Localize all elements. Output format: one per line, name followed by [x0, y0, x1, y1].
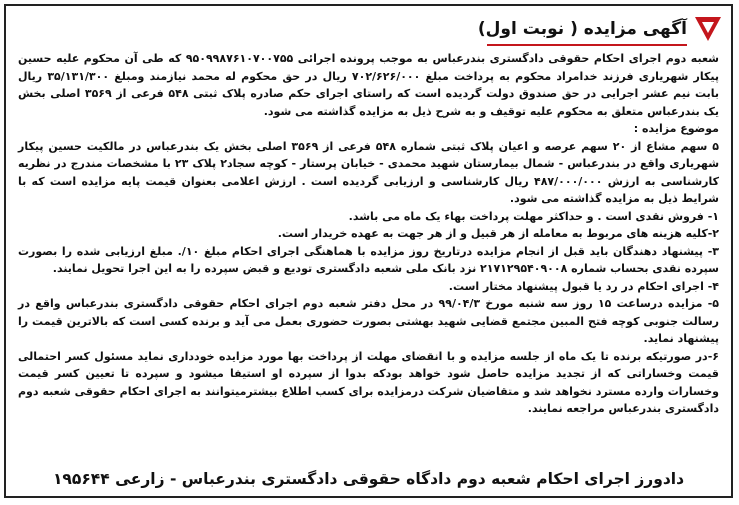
signature-line: دادورز اجرای احکام شعبه دوم دادگاه حقوقی دادگستری بندرعباس - زارعی ۱۹۵۶۴۴ [52, 470, 685, 488]
condition-2: ۲-کلیه هزینه های مربوط به معامله از هر قبیل و از هر جهت به عهده خریدار است. [277, 227, 719, 240]
condition-4: ۴- اجرای احکام در رد یا قبول پیشنهاد مختار است. [448, 279, 719, 293]
condition-6: ۶-در صورتیکه برنده تا یک ماه از جلسه مزایده و با انقضای مهلت از پرداخت بها مورد مزایده خودداری نماید مسئول کسر احتمالی قیمت وخساراتی که از تجدید مزایده حاصل شود خواهد بودکه بدوا از سپرده او استیفا میشود و سپرده تا تعیین کسر قیمت وخسارات وارده مسترد نخواهد شد و متقاضیان شرکت درمزایده برای کسب اطلاع بیشترمیتوانند به اجرای احکام حقوقی شعبه دوم دادگستری بندرعباس مراجعه نمایند. [18, 349, 719, 415]
condition-3: ۳- پیشنهاد دهندگان باید قبل از انجام مزایده درتاریخ روز مزایده با هماهنگی اجرای احکام مبلغ ۱۰/. مبلغ ارزیابی شده را بصورت سپرده نقدی بحساب شماره ۲۱۷۱۲۹۵۴۰۹۰۰۸ نزد بانک ملی شعبه دادگستری تودیع و قبض سپرده را به این اجرا تحویل نمایند. [18, 244, 720, 275]
subject-paragraph: ۵ سهم مشاع از ۲۰ سهم عرصه و اعیان پلاک ثبتی شماره ۵۴۸ فرعی از ۳۵۶۹ اصلی بخش یک بندرعباس در مالکیت حسین پیکار شهریاری واقع در بندرعباس - شمال بیمارستان شهید محمدی - خیابان پرستار - کوچه سجاد۲ پلاک ۲۳ با مشخصات مندرج در نظریه کارشناسی به ارزش ۴۸۷/۰۰۰/۰۰۰ ریال کارشناسی و ارزیابی گردیده است . ارزش اعلامی بعنوان قیمت پایه مزایده است که با شرایط ذیل به مزایده گذاشته می شود. [18, 139, 720, 205]
condition-5: ۵- مزایده درساعت ۱۵ روز سه شنبه مورخ ۹۹/۰۴/۳ در محل دفتر شعبه دوم اجرای احکام حقوقی دادگستری بندرعباس واقع در رسالت جنوبی کوچه فتح المبین مجتمع قضایی شهید بهشتی بصورت حضوری بعمل می آید و برنده کسی است که بالاترین قیمت را پیشنهاد نماید. [18, 297, 719, 345]
red-triangle-arrow-icon [693, 14, 723, 44]
notice-header [478, 12, 723, 46]
title-underline [487, 44, 687, 46]
auction-notice [4, 4, 733, 498]
subject-heading: موضوع مزایده : [633, 122, 719, 135]
condition-1: ۱- فروش نقدی است . و حداکثر مهلت پرداخت بهاء یک ماه می باشد. [348, 209, 719, 223]
intro-paragraph: شعبه دوم اجرای احکام حقوقی دادگستری بندرعباس به موجب پرونده اجرائی ۹۵۰۹۹۸۷۶۱۰۷۰۰۷۵۵ که طی آن محکوم علیه حسین پیکار شهریاری فرزند خدامراد محکوم به پرداخت مبلغ ۷۰۲/۶۲۶/۰۰۰ ریال در حق محکوم له محمد نیازمند ومبلغ ۳۵/۱۳۱/۳۰۰ ریال بابت نیم عشر اجرایی در حق صندوق دولت گردیده است که راستای اجرای حکم صادره پلاک ثبتی ۵۴۸ فرعی از ۳۵۶۹ اصلی بخش یک بندرعباس متعلق به محکوم علیه توقیف و به شرح ذیل به مزایده گذاشته می شود. [18, 52, 720, 118]
notice-title: آگهی مزایده ( نوبت اول) [477, 19, 687, 39]
notice-body [18, 50, 719, 418]
